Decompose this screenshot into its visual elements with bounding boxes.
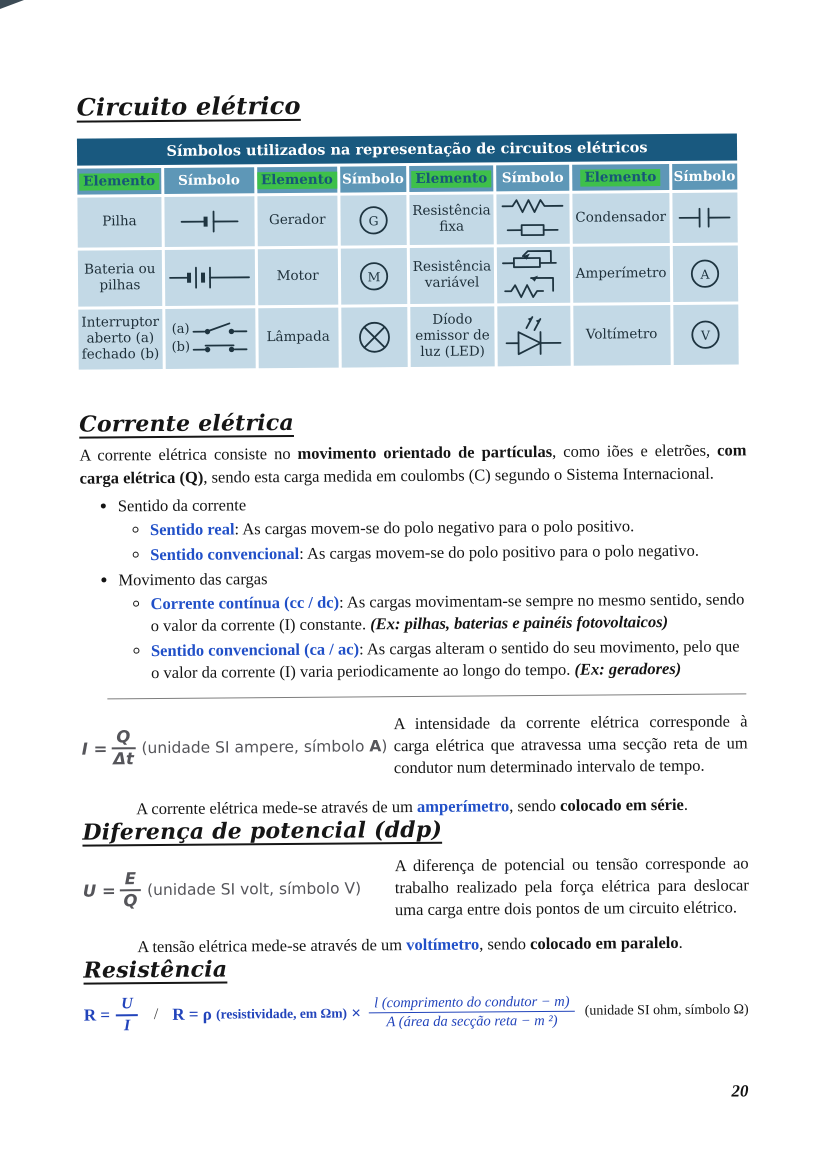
fraction-denominator: A (área da secção reta − m ²) [386,1012,557,1031]
lamp-icon [355,318,393,356]
current-intensity-description: A intensidade da corrente elétrica corresponde à carga elétrica que atravessa uma secção reta de um condutor num determinado intervalo de tempo. [393,710,748,779]
bullet-text: : As cargas alteram o sentido do seu movimento, pelo que o valor da corrente (I) varia periodicamente ao longo do tempo. [151,636,740,682]
led-icon [505,312,563,360]
fraction-denominator: Q [123,891,137,911]
note-text: (unidade SI ampere, símbolo [141,737,369,757]
paragraph-text: , como iões e eletrões, [552,441,717,461]
formula-fraction [369,994,575,1031]
voltage-formula [83,868,395,911]
formula-fraction [120,870,142,911]
cell-label-resistencia-fixa: Resistência fixa [409,194,494,245]
sub-list-movimento [119,588,749,684]
resistivity-note: (resistividade, em Ωm) [216,1005,347,1022]
cell-symbol-bateria [165,249,255,306]
formula-fraction [111,728,135,769]
voltage-description: A diferença de potencial ou tensão corresponde ao trabalho realizado pela força elétrica para deslocar uma carga entre dois pontos de um circuito elétrico. [395,852,750,921]
paragraph-text: A corrente elétrica consiste no [79,444,297,465]
meter-letter: V [700,328,711,343]
cell-label-gerador: Gerador [257,196,337,247]
term-sentido-real: Sentido real [150,519,235,539]
formula-lhs: U = [83,881,116,900]
note-text: , sendo [479,934,530,953]
bullet-sentido-real [150,514,747,541]
note-text: ) [381,737,387,755]
cell-symbol-interruptor [165,308,255,369]
formula-unit-note [141,737,387,757]
note-text: . [678,933,682,952]
switch-open-row [172,320,249,339]
header-simbolo-1: Símbolo [164,167,254,194]
header-simbolo-2: Símbolo [340,166,406,193]
cell-symbol-condensador [672,192,738,243]
example-text: (Ex: geradores) [574,659,681,679]
bold-text: com carga elétrica (Q) [80,440,747,487]
bold-text: colocado em série [560,795,684,815]
header-simbolo-3: Símbolo [496,165,569,192]
section-title-corrente-eletrica: Corrente elétrica [79,406,746,437]
voltmeter-icon [690,319,722,351]
fraction-numerator: U [116,995,138,1016]
fraction-numerator: E [120,870,141,892]
meter-letter: G [368,213,378,228]
cell-symbol-voltimetro [673,304,739,365]
header-elemento-3: Elemento [409,165,494,192]
bullet-text: Movimento das cargas [118,569,267,589]
switch-b-label: (b) [171,340,190,355]
battery-cell-icon [178,208,240,234]
current-formula-row [81,710,748,781]
example-text: (Ex: pilhas, baterias e painéis fotovoltaicos) [370,612,668,633]
switch-a-label: (a) [172,322,190,337]
switch-closed-icon [193,338,249,356]
note-text: . [684,795,688,814]
current-intensity-formula [82,726,394,769]
voltage-formula-row [83,852,750,923]
generator-meter-icon [357,204,389,236]
paragraph-text: , sendo esta carga medida em coulombs (C) segundo o Sistema Internacional. [203,464,714,487]
cell-symbol-motor [340,248,407,305]
fraction-numerator: Q [111,728,135,750]
bullet-corrente-alternada [151,635,748,684]
header-elemento-4: Elemento [572,164,669,191]
battery-icon [168,264,252,291]
switch-closed-row [171,338,249,357]
section-title-circuito-eletrico: Circuito elétrico [77,87,744,121]
bullet-corrente-continua [151,588,748,637]
cell-label-resistencia-variavel: Resistência variável [410,247,495,304]
section-title-resistencia: Resistência [83,952,750,983]
section-divider [107,693,746,699]
bullet-sentido-convencional [150,539,747,566]
bold-text: colocado em paralelo [530,933,679,953]
note-symbol: A [369,737,381,755]
formula-lhs: I = [82,739,108,758]
cell-label-interruptor: Interruptor aberto (a) fechado (b) [78,309,162,370]
bullet-movimento-das-cargas [118,564,748,684]
note-text: A corrente elétrica mede-se através de um [136,797,417,818]
cell-symbol-pilha [164,196,254,247]
capacitor-icon [678,205,732,229]
bold-text: movimento orientado de partículas [297,442,552,463]
switch-open-icon [193,320,249,338]
cell-label-led: Díodo emissor de luz (LED) [410,306,495,367]
formula-fraction [116,995,138,1035]
cell-label-amperimetro: Amperímetro [573,246,670,303]
cell-symbol-gerador [340,195,407,246]
table-grid [77,163,739,369]
corrente-paragraph [79,438,746,489]
bullet-text: : As cargas movimentam-se sempre no mesmo sentido, sendo o valor da corrente (I) constante. [151,589,745,635]
bullet-text: : As cargas movem-se do polo positivo para o polo negativo. [299,541,699,563]
variable-resistor-icon [501,249,565,302]
page-number: 20 [731,1081,748,1101]
circuit-symbols-table [77,133,739,369]
term-corrente-alternada: Sentido convencional (ca / ac) [151,639,359,660]
note-text: A tensão elétrica mede-se através de um [137,935,406,956]
formula-lhs: R = [84,1005,115,1025]
cell-symbol-resistencia-variavel [497,247,570,304]
section-title-ddp: Diferença de potencial (ddp) [82,814,749,845]
cell-symbol-amperimetro [672,245,738,302]
cell-label-lampada: Lâmpada [258,308,338,369]
table-title: Símbolos utilizados na representação de circuitos elétricos [77,133,737,165]
cell-symbol-led [497,306,570,367]
formula-lhs: R = ρ [172,1004,216,1024]
cell-label-motor: Motor [258,249,338,306]
motor-meter-icon [358,260,390,292]
ammeter-icon [689,258,721,290]
sub-list-sentido [118,514,747,566]
multiplication-sign: × [347,1003,365,1023]
cell-label-voltimetro: Voltímetro [573,305,670,366]
fraction-numerator: l (comprimento do condutor − m) [369,994,575,1014]
meter-letter: A [700,267,711,282]
note-text: , sendo [509,796,560,815]
fraction-denominator: I [124,1016,130,1035]
header-simbolo-4: Símbolo [672,163,738,190]
header-elemento-2: Elemento [257,167,337,194]
fraction-denominator: Δt [113,749,134,769]
term-sentido-convencional: Sentido convencional [150,544,299,564]
header-elemento-1: Elemento [77,168,161,195]
meter-letter: M [367,269,380,284]
cell-symbol-lampada [341,307,408,368]
term-voltimetro: voltímetro [406,935,479,955]
resistance-formula [84,990,751,1035]
formula-unit-note: (unidade SI volt, símbolo V) [147,879,361,899]
corrente-bullet-list [80,490,748,684]
cell-label-condensador: Condensador [572,193,669,244]
bullet-text: : As cargas movem-se do polo negativo para o polo positivo. [234,516,634,538]
cell-symbol-resistencia-fixa [497,194,570,245]
formula-unit-note: (unidade SI ohm, símbolo Ω) [585,1002,749,1019]
bullet-sentido-da-corrente [118,490,748,566]
bullet-text: Sentido da corrente [118,495,246,515]
term-corrente-continua: Corrente contínua (cc / dc) [151,593,340,613]
cell-label-pilha: Pilha [77,197,161,248]
fixed-resistor-icon [500,197,566,242]
term-amperimetro: amperímetro [417,796,509,816]
cell-label-bateria: Bateria ou pilhas [78,250,162,307]
formula-separator: / [154,1006,159,1024]
